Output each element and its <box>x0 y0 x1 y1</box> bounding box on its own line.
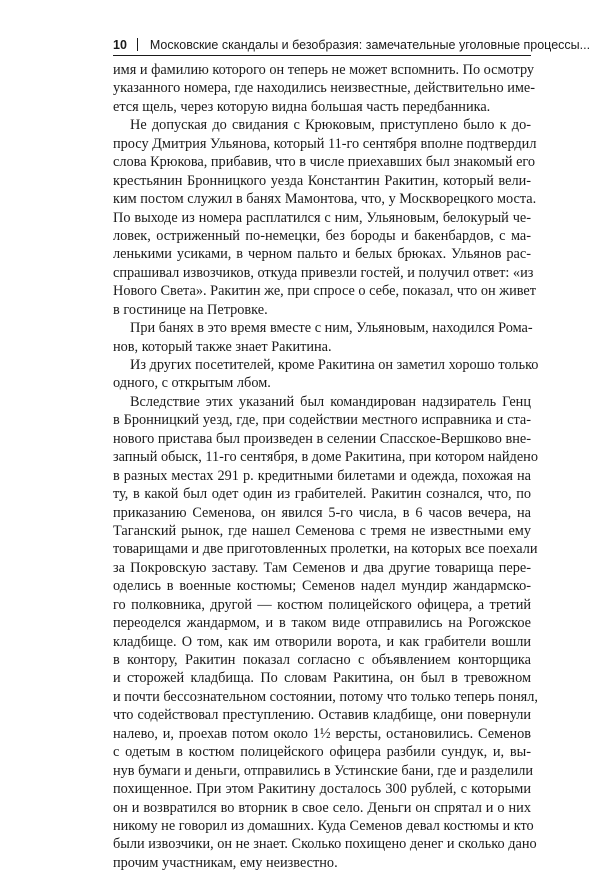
text-line: одного, с открытым лбом. <box>113 375 271 392</box>
text-line: Не допуская до свидания с Крюковым, приступлено было к до- <box>130 117 531 134</box>
text-line: имя и фамилию которого он теперь не может вспомнить. По осмотру <box>113 62 535 78</box>
text-line: что содействовал преступлению. Оставив кладбище, они повернули <box>113 707 531 724</box>
text-line: никому не говорил из домашних. Куда Семенов девал костюмы и кто <box>113 817 534 834</box>
body-text <box>113 61 539 872</box>
text-line: кладбище. О том, как им отворили ворота, и как грабители вошли <box>113 633 531 650</box>
text-line: нов, который также знает Ракитина. <box>113 338 332 355</box>
text-line: и почти бессознательном состоянии, потому что только теперь понял, <box>113 688 538 705</box>
paragraph <box>113 116 537 319</box>
header-separator <box>137 38 138 51</box>
text-line: нув бумаги и деньги, отправились в Устинские бани, где и разделили <box>113 762 534 779</box>
text-line: налево, и, проехав потом около 1½ версты, остановились. Семенов <box>113 725 531 742</box>
text-line: просу Дмитрия Ульянова, который 11-го сентября вполне подтвердил <box>113 135 537 152</box>
text-line: ту, в какой был одет один из грабителей. Ракитин сознался, что, по <box>113 486 531 503</box>
text-line: спрашивал извозчиков, откуда привезли гостей, и получил ответ: «из <box>113 264 534 281</box>
text-line: и сторожей кладбища. По словам Ракитина, он был в тревожном <box>113 670 531 687</box>
text-line: Нового Света». Ракитин же, при спросе о себе, показал, что он живет <box>113 283 537 300</box>
text-line: в Бронницкий уезд, где, при содействии местного исправника и ста- <box>113 412 531 429</box>
text-line: ловек, остриженный по-немецки, без бороды и бакенбардов, с ма- <box>113 227 531 244</box>
text-line: он и возвратился во вторник в свое село. Деньги он спрятал и о них <box>113 799 531 816</box>
paragraph <box>113 319 531 356</box>
text-line: за Покровскую заставу. Там Семенов и два другие товарища пере- <box>113 559 531 576</box>
paragraph <box>113 356 539 393</box>
running-title: Московские скандалы и безобразия: замечательные уголовные процессы... <box>149 38 591 52</box>
text-line: переоделся жандармом, и в таком виде отправились на Рогожское <box>113 615 531 632</box>
text-line: приказанию Семенова, он явился 5-го числа, в 6 часов вечера, на <box>113 504 531 521</box>
text-line: ется щель, через которую видна большая часть передбанника. <box>113 98 491 115</box>
text-line: го полковника, другой — костюм полицейского офицера, а третий <box>113 596 531 613</box>
text-line: нового пристава был произведен в селении Спасское-Вершково вне- <box>113 430 531 447</box>
text-line: прочим участникам, ему неизвестно. <box>113 854 338 871</box>
text-line: товарищами и две приготовленных пролетки, на которых все поехали <box>113 541 538 558</box>
running-head <box>113 36 591 54</box>
text-line: ким постом служил в банях Мамонтова, что, у Москворецкого моста. <box>113 191 537 208</box>
text-line: При банях в это время вместе с ним, Ульяновым, находился Рома- <box>130 320 533 337</box>
paragraph <box>113 393 538 872</box>
text-line: были извозчики, он не знает. Сколько похищено денег и сколько дано <box>113 836 537 853</box>
text-line: Таганский рынок, где нашел Семенова с тремя не известными ему <box>113 522 531 539</box>
text-line: запный обыск, 11-го сентября, в доме Ракитина, при котором найдено <box>113 449 538 466</box>
text-line: слова Крюкова, прибавив, что в числе приехавших был знакомый его <box>113 154 536 171</box>
text-line: крестьянин Бронницкого уезда Константин Ракитин, который вели- <box>113 172 531 189</box>
header-rule <box>113 55 531 56</box>
text-line: указанного номера, где находились неизвестные, действительно име- <box>113 80 535 97</box>
text-line: По выходе из номера расплатился с ним, Ульяновым, белокурый че- <box>113 209 531 226</box>
text-line: оделись в военные костюмы; Семенов надел мундир жандармско- <box>113 578 531 595</box>
text-line: ленькими усиками, в черном пальто и белых брюках. Ульянов рас- <box>113 246 531 263</box>
text-line: похищенное. При этом Ракитину досталось 300 рублей, с которыми <box>113 781 531 798</box>
text-line: в гостинице на Петровке. <box>113 301 268 318</box>
text-line: в контору, Ракитин показал согласно с объявлением конторщика <box>113 652 531 668</box>
text-line: Вследствие этих указаний был командирован надзиратель Генц <box>130 393 531 410</box>
text-line: с одетым в костюм полицейского офицера разбили сундук, и, вы- <box>113 744 531 761</box>
text-line: в разных местах 291 р. кредитными билетами и одежда, похожая на <box>113 467 531 484</box>
page-number: 10 <box>113 38 127 52</box>
text-line: Из других посетителей, кроме Ракитина он заметил хорошо только <box>130 357 539 373</box>
paragraph <box>113 61 535 116</box>
